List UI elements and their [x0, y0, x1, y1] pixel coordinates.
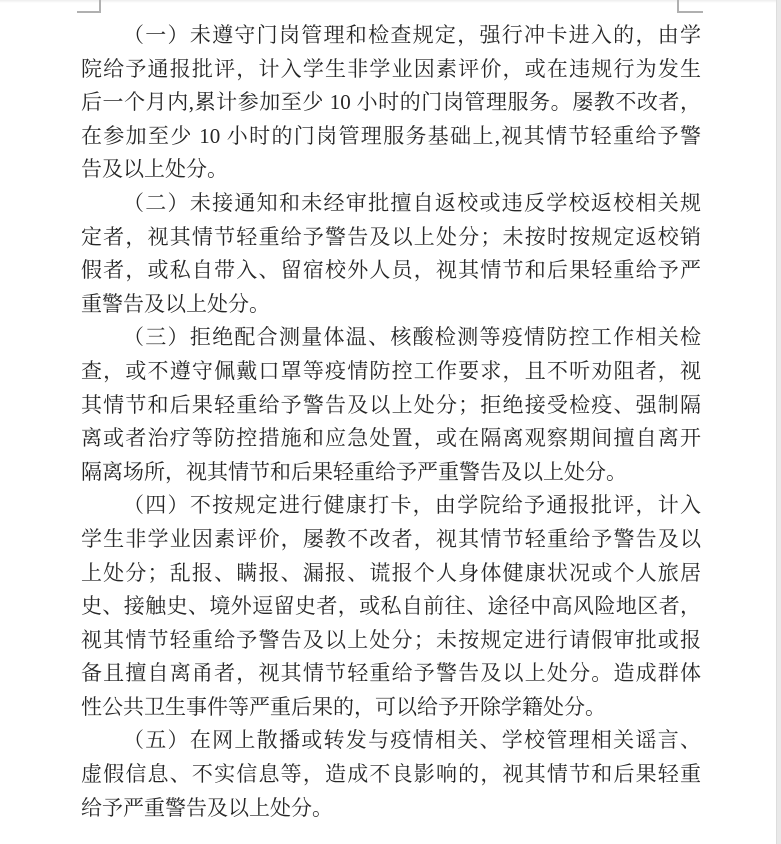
clause-4-line-3: 上处分；乱报、瞒报、漏报、谎报个人身体健康状况或个人旅居 — [81, 560, 701, 585]
page-top-edge-shadow — [0, 0, 776, 3]
clause-4-line-4: 史、接触史、境外逗留史者，或私自前往、途径中高风险地区者， — [81, 594, 701, 619]
clause-1-line-3: 后一个月内,累计参加至少 10 小时的门岗管理服务。屡教不改者， — [81, 90, 701, 115]
crop-mark-top-left-horizontal — [77, 11, 101, 13]
clause-5-line-3: 给予严重警告及以上处分。 — [81, 795, 333, 820]
clause-4-line-2: 学生非学业因素评价，屡教不改者，视其情节轻重给予警告及以 — [81, 526, 701, 551]
document-text-area[interactable] — [81, 19, 701, 825]
clause-2-line-3: 假者，或私自带入、留宿校外人员，视其情节和后果轻重给予严 — [81, 258, 701, 283]
clause-5-line-2: 虚假信息、不实信息等，造成不良影响的，视其情节和后果轻重 — [81, 762, 701, 787]
clause-4-line-7: 性公共卫生事件等严重后果的，可以给予开除学籍处分。 — [81, 694, 606, 719]
clause-1-line-1: （一）未遵守门岗管理和检查规定，强行冲卡进入的，由学 — [123, 23, 701, 47]
clause-2-line-4: 重警告及以上处分。 — [81, 291, 270, 316]
clause-3-line-1: （三）拒绝配合测量体温、核酸检测等疫情防控工作相关检 — [123, 325, 701, 350]
clause-3-line-3: 其情节和后果轻重给予警告及以上处分；拒绝接受检疫、强制隔 — [81, 392, 701, 417]
page-edge-gutter — [776, 0, 781, 844]
clause-3-line-2: 查，或不遵守佩戴口罩等疫情防控工作要求，且不听劝阻者，视 — [81, 358, 701, 383]
clause-4-line-1: （四）不按规定进行健康打卡，由学院给予通报批评，计入 — [123, 493, 701, 518]
clause-2-line-1: （二）未接通知和未经审批擅自返校或违反学校返校相关规 — [123, 190, 701, 215]
clause-1-line-4: 在参加至少 10 小时的门岗管理服务基础上,视其情节轻重给予警 — [81, 123, 701, 148]
clause-1-line-5: 告及以上处分。 — [81, 157, 228, 182]
clause-5-line-1: （五）在网上散播或转发与疫情相关、学校管理相关谣言、 — [123, 728, 701, 753]
clause-4-line-6: 备且擅自离甬者，视其情节轻重给予警告及以上处分。造成群体 — [81, 661, 701, 686]
clause-1-line-2: 院给予通报批评，计入学生非学业因素评价，或在违规行为发生 — [81, 56, 701, 81]
clause-3-line-5: 隔离场所，视其情节和后果轻重给予严重警告及以上处分。 — [81, 459, 627, 484]
clause-4-line-5: 视其情节轻重给予警告及以上处分；未按规定进行请假审批或报 — [81, 627, 701, 652]
clause-2-line-2: 定者，视其情节轻重给予警告及以上处分；未按时按规定返校销 — [81, 224, 701, 249]
clause-3-line-4: 离或者治疗等防控措施和应急处置，或在隔离观察期间擅自离开 — [81, 426, 701, 451]
crop-mark-top-right-horizontal — [678, 11, 703, 13]
